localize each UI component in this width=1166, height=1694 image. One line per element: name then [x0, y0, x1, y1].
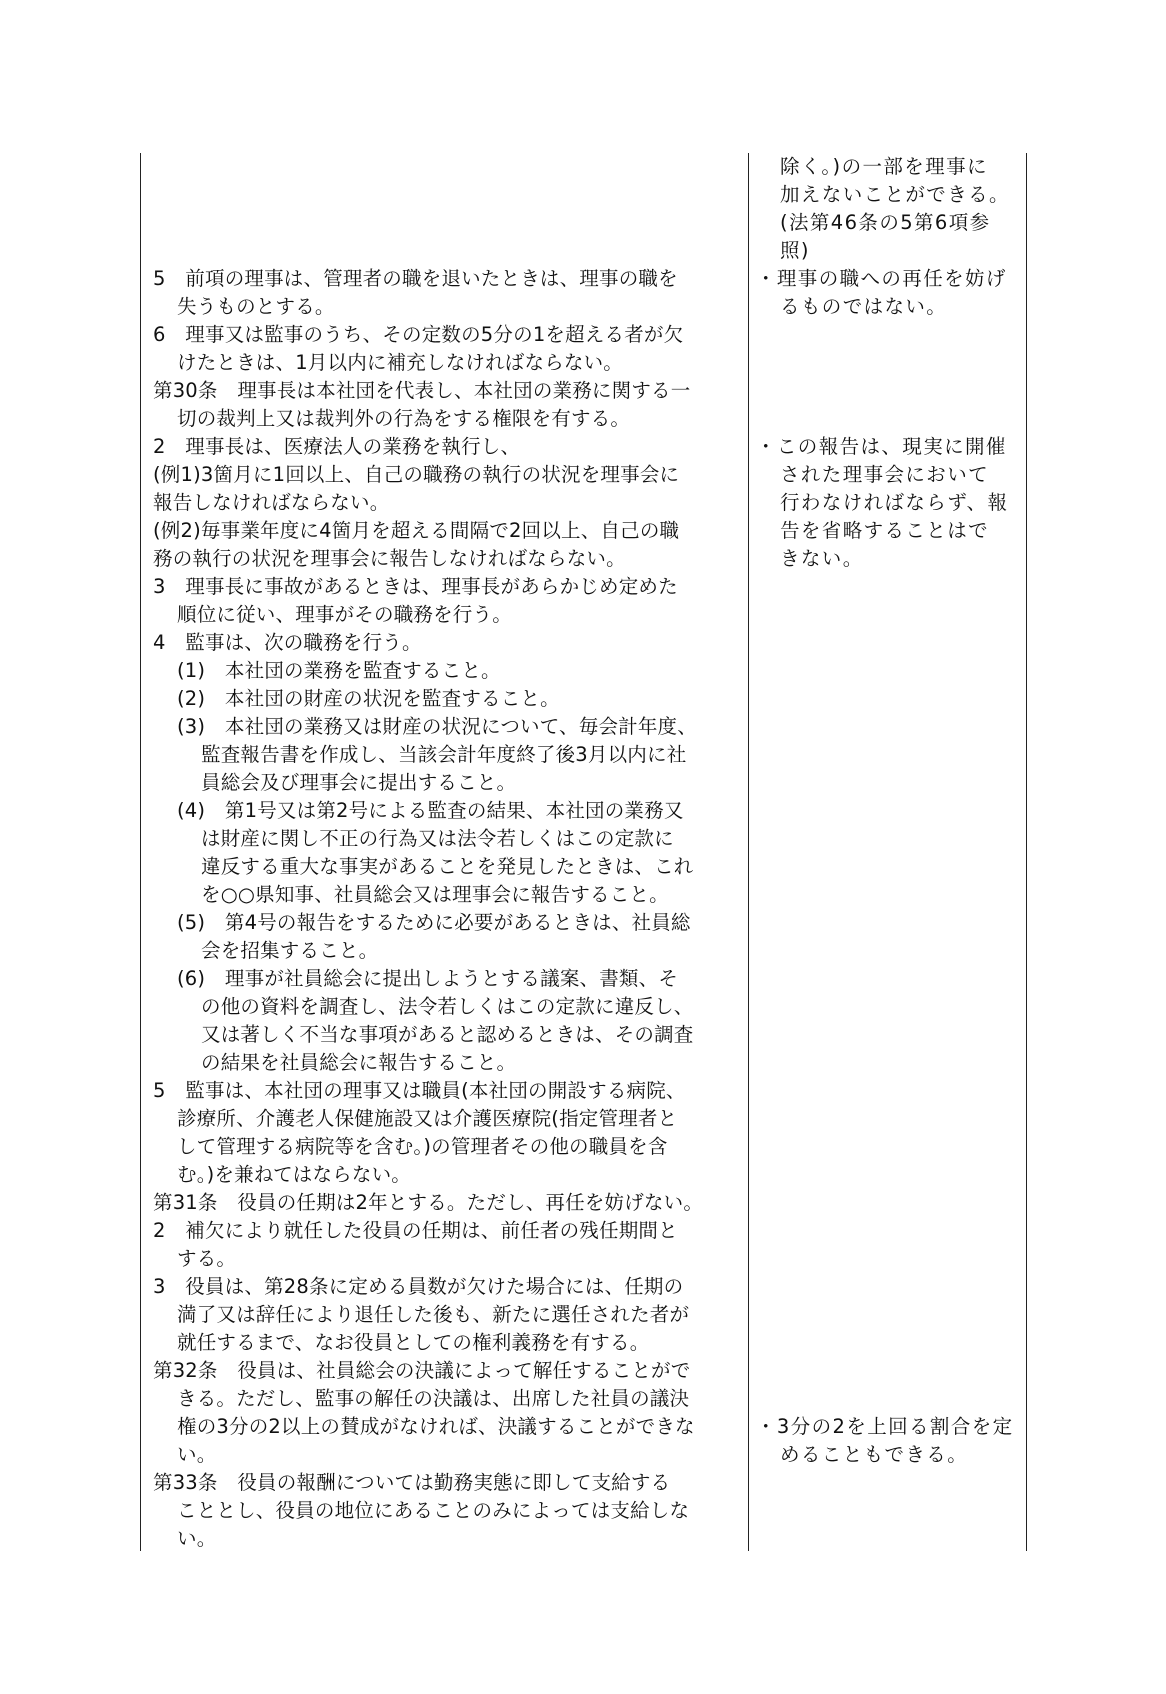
article-text-line: きる。ただし、監事の解任の決議は、出席した社員の議決	[177, 1387, 690, 1410]
article-text-line: の結果を社員総会に報告すること。	[201, 1051, 517, 1074]
article-text-line: 5 前項の理事は、管理者の職を退いたときは、理事の職を	[153, 267, 678, 290]
note-text-line: きない。	[780, 547, 864, 570]
article-text-line: 又は著しく不当な事項があると認めるときは、その調査	[201, 1023, 694, 1046]
article-text-line: 5 監事は、本社団の理事又は職員(本社団の開設する病院、	[153, 1079, 686, 1102]
note-text-line: された理事会において	[780, 463, 990, 486]
article-text-line: して管理する病院等を含む。)の管理者その他の職員を含	[177, 1135, 668, 1158]
note-text-line: めることもできる。	[780, 1443, 969, 1466]
article-text-line: 員総会及び理事会に提出すること。	[201, 771, 517, 794]
article-text-line: けたときは、1月以内に補充しなければならない。	[177, 351, 624, 374]
article-text-line: (2) 本社団の財産の状況を監査すること。	[177, 687, 560, 710]
article-text-line: (4) 第1号又は第2号による監査の結果、本社団の業務又	[177, 799, 684, 822]
note-text-line: 照)	[780, 239, 810, 262]
article-text-line: は財産に関し不正の行為又は法令若しくはこの定款に	[201, 827, 674, 850]
article-text-line: (例1)3箇月に1回以上、自己の職務の執行の状況を理事会に	[153, 463, 680, 486]
article-text-line: 順位に従い、理事がその職務を行う。	[177, 603, 512, 626]
note-text-line: 行わなければならず、報	[780, 491, 1009, 514]
note-text-line: ・3分の2を上回る割合を定	[756, 1415, 1014, 1438]
table-column-divider	[748, 153, 749, 1551]
note-text-line: ・この報告は、現実に開催	[756, 435, 1007, 458]
article-text-line: (1) 本社団の業務を監査すること。	[177, 659, 501, 682]
article-text-line: 務の執行の状況を理事会に報告しなければならない。	[153, 547, 626, 570]
article-text-line: い。	[177, 1527, 217, 1550]
article-text-line: い。	[177, 1443, 217, 1466]
article-text-line: 第33条 役員の報酬については勤務実態に即して支給する	[153, 1471, 671, 1494]
article-text-line: 失うものとする。	[177, 295, 335, 318]
article-text-line: を○○県知事、社員総会又は理事会に報告すること。	[201, 883, 669, 906]
table-right-border	[1026, 153, 1027, 1551]
article-text-line: 満了又は辞任により退任した後も、新たに選任された者が	[177, 1303, 690, 1326]
article-text-line: (5) 第4号の報告をするために必要があるときは、社員総	[177, 911, 691, 934]
article-text-line: (6) 理事が社員総会に提出しようとする議案、書類、そ	[177, 967, 679, 990]
article-text-line: 報告しなければならない。	[153, 491, 390, 514]
article-text-line: の他の資料を調査し、法令若しくはこの定款に違反し、	[201, 995, 694, 1018]
article-text-line: 6 理事又は監事のうち、その定数の5分の1を超える者が欠	[153, 323, 684, 346]
article-text-line: 第30条 理事長は本社団を代表し、本社団の業務に関する一	[153, 379, 691, 402]
table-left-border	[140, 153, 141, 1551]
note-text-line: 除く。)の一部を理事に	[780, 155, 988, 178]
article-text-line: 3 役員は、第28条に定める員数が欠けた場合には、任期の	[153, 1275, 684, 1298]
article-text-line: 4 監事は、次の職務を行う。	[153, 631, 422, 654]
article-text-line: 違反する重大な事実があることを発見したときは、これ	[201, 855, 694, 878]
note-text-line: (法第46条の5第6項参	[780, 211, 991, 234]
note-text-line: ・理事の職への再任を妨げ	[756, 267, 1007, 290]
article-text-line: 会を招集すること。	[201, 939, 379, 962]
article-text-line: (3) 本社団の業務又は財産の状況について、毎会計年度、	[177, 715, 697, 738]
article-text-line: 権の3分の2以上の賛成がなければ、決議することができな	[177, 1415, 695, 1438]
article-text-line: こととし、役員の地位にあることのみによっては支給しな	[177, 1499, 690, 1522]
article-text-line: 2 理事長は、医療法人の業務を執行し、	[153, 435, 521, 458]
note-text-line: るものではない。	[780, 295, 948, 318]
article-text-line: 就任するまで、なお役員としての権利義務を有する。	[177, 1331, 650, 1354]
article-text-line: 第31条 役員の任期は2年とする。ただし、再任を妨げない。	[153, 1191, 704, 1214]
note-text-line: 加えないことができる。	[780, 183, 1010, 206]
article-text-line: 2 補欠により就任した役員の任期は、前任者の残任期間と	[153, 1219, 678, 1242]
article-text-line: 監査報告書を作成し、当該会計年度終了後3月以内に社	[201, 743, 687, 766]
article-text-line: 診療所、介護老人保健施設又は介護医療院(指定管理者と	[177, 1107, 678, 1130]
article-text-line: 3 理事長に事故があるときは、理事長があらかじめ定めた	[153, 575, 678, 598]
article-text-line: (例2)毎事業年度に4箇月を超える間隔で2回以上、自己の職	[153, 519, 680, 542]
article-text-line: 切の裁判上又は裁判外の行為をする権限を有する。	[177, 407, 631, 430]
note-text-line: 告を省略することはで	[780, 519, 990, 542]
article-text-line: する。	[177, 1247, 237, 1270]
article-text-line: む。)を兼ねてはならない。	[177, 1163, 411, 1186]
article-text-line: 第32条 役員は、社員総会の決議によって解任することがで	[153, 1359, 691, 1382]
